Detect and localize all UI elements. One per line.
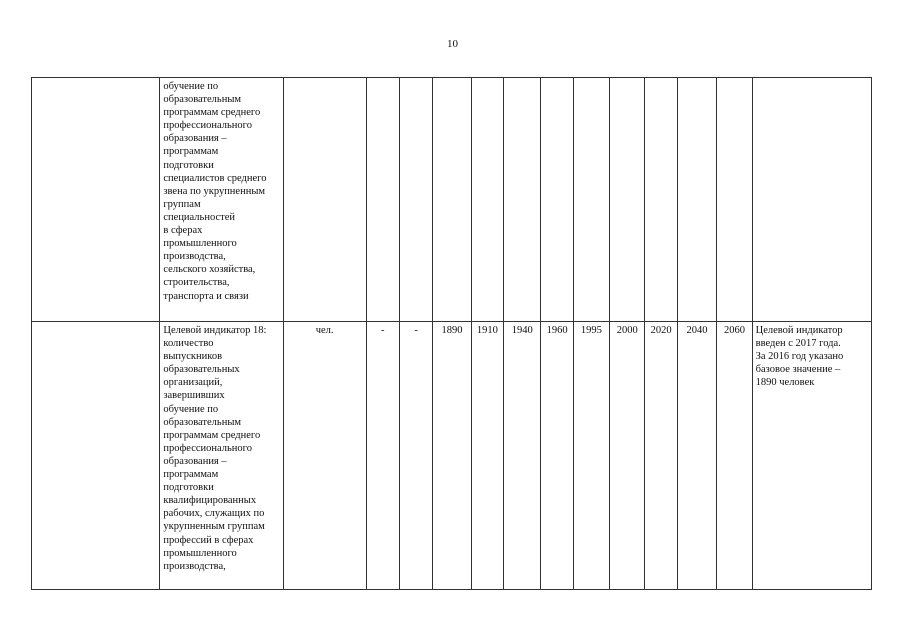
description-line: промышленного: [163, 238, 237, 250]
indicators-table: [31, 77, 872, 590]
description-line: в сферах: [163, 225, 203, 237]
description-line: укрупненным группам: [163, 521, 265, 533]
value-cell: [366, 78, 399, 322]
note-cell: [752, 78, 871, 322]
value-cell: 1910: [471, 322, 503, 590]
description-line: организаций,: [163, 377, 223, 389]
description-line: строительства,: [163, 277, 230, 289]
note-line: введен с 2017 года.: [755, 338, 841, 350]
value-cell: [677, 78, 716, 322]
description-line: количество: [163, 338, 214, 350]
description-line: подготовки: [163, 159, 214, 171]
note-line: Целевой индикатор: [755, 325, 843, 336]
value-cell: 1940: [504, 322, 541, 590]
table-row: [32, 322, 872, 590]
value-cell: -: [399, 322, 432, 590]
description-line: образовательных: [163, 364, 240, 376]
note-cell: [752, 322, 871, 590]
note-line: базовое значение –: [755, 364, 841, 376]
value-cell: [471, 78, 503, 322]
note-line: За 2016 год указано: [755, 351, 844, 363]
description-line: образования –: [163, 455, 227, 467]
description-line: производства,: [163, 560, 226, 572]
description-line: группам: [163, 198, 201, 210]
unit-cell: [283, 78, 366, 322]
description-line: Целевой индикатор 18:: [163, 325, 267, 336]
table-cell-number: [32, 78, 160, 322]
description-line: квалифицированных: [163, 495, 257, 507]
value-cell: 1960: [541, 322, 573, 590]
description-line: рабочих, служащих по: [163, 508, 265, 520]
note-line: 1890 человек: [755, 377, 815, 389]
value-cell: 2060: [717, 322, 752, 590]
description-line: профессионального: [163, 120, 252, 132]
value-cell: 2040: [677, 322, 716, 590]
description-line: выпускников: [163, 351, 223, 363]
description-line: производства,: [163, 251, 226, 263]
table-cell-number: [32, 322, 160, 590]
description-line: обучение по: [163, 81, 219, 92]
value-cell: [504, 78, 541, 322]
table-row: [32, 78, 872, 322]
description-line: образования –: [163, 133, 227, 145]
indicator-description: [160, 78, 283, 322]
description-line: специальностей: [163, 211, 235, 223]
value-cell: [399, 78, 432, 322]
description-line: программам среднего: [163, 107, 261, 119]
description-line: профессий в сферах: [163, 534, 254, 546]
description-line: промышленного: [163, 547, 237, 559]
description-line: подготовки: [163, 482, 214, 494]
value-cell: -: [366, 322, 399, 590]
value-cell: [433, 78, 471, 322]
description-line: образовательным: [163, 94, 242, 106]
value-cell: 1890: [433, 322, 471, 590]
indicator-description: [160, 322, 283, 590]
description-line: транспорта и связи: [163, 290, 249, 302]
description-line: звена по укрупненным: [163, 185, 266, 197]
value-cell: [573, 78, 609, 322]
value-cell: [645, 78, 677, 322]
description-line: программам: [163, 469, 219, 481]
value-cell: [717, 78, 752, 322]
value-cell: 1995: [573, 322, 609, 590]
description-line: сельского хозяйства,: [163, 264, 256, 276]
description-line: обучение по: [163, 403, 219, 415]
page-number: 10: [447, 38, 458, 50]
value-cell: [610, 78, 645, 322]
unit-cell: чел.: [283, 322, 366, 590]
description-line: программам среднего: [163, 429, 261, 441]
description-line: образовательным: [163, 416, 242, 428]
description-line: завершивших: [163, 390, 225, 402]
description-line: профессионального: [163, 442, 252, 454]
description-line: программам: [163, 146, 219, 158]
description-line: специалистов среднего: [163, 172, 267, 184]
value-cell: [541, 78, 573, 322]
value-cell: 2020: [645, 322, 677, 590]
value-cell: 2000: [610, 322, 645, 590]
